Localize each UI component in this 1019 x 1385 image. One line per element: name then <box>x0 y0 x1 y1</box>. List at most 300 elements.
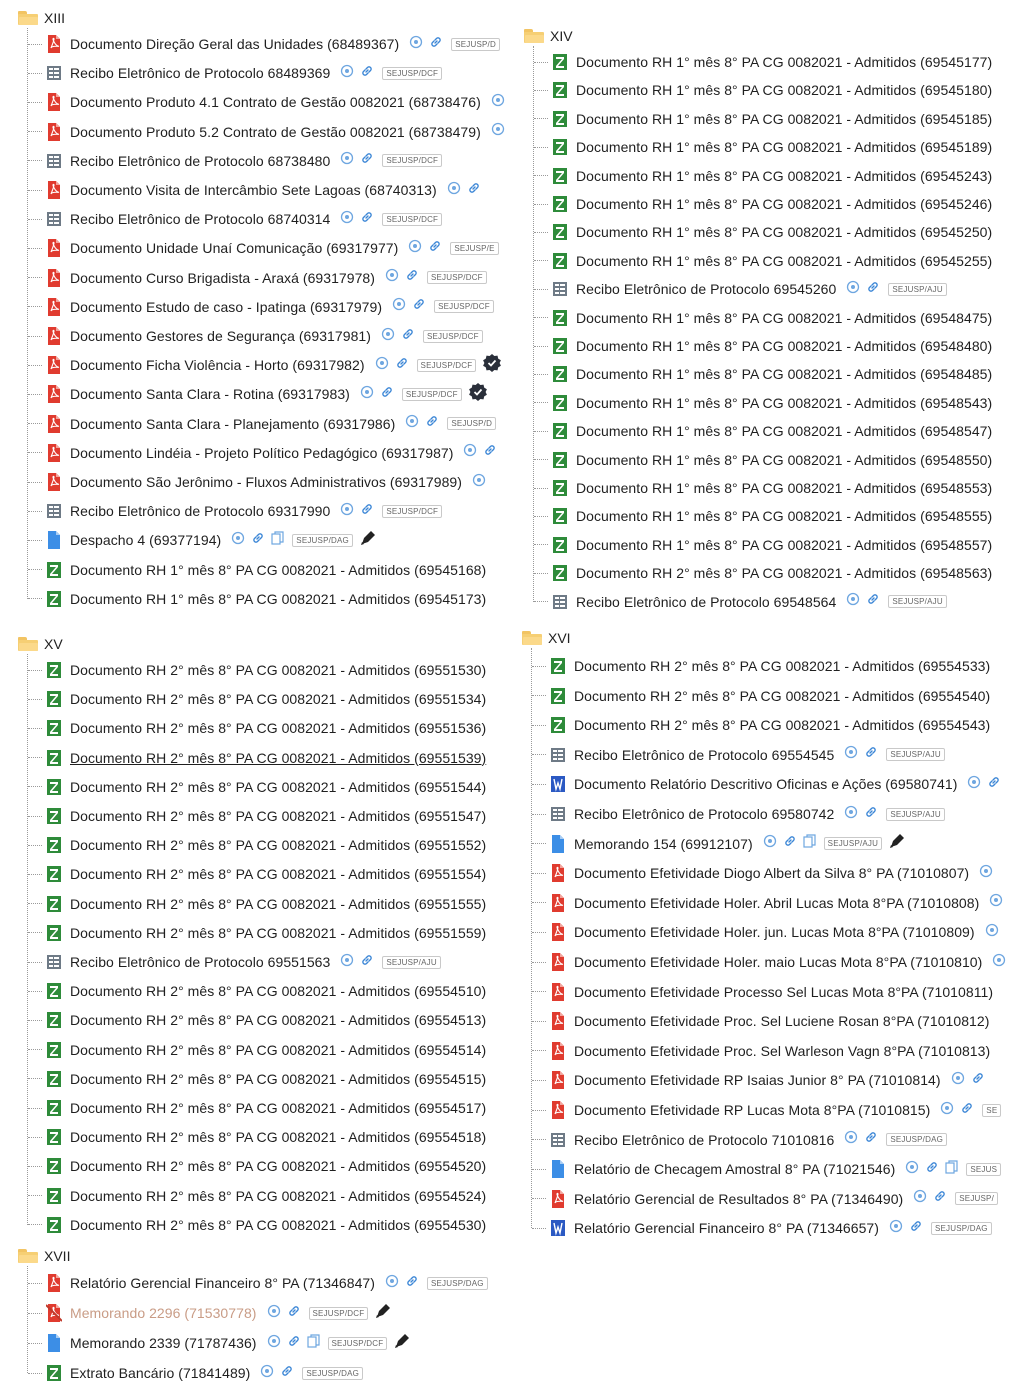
document-link[interactable]: Documento RH 1° mês 8° PA CG 0082021 - Admitidos (69545168) <box>70 561 487 578</box>
document-row[interactable] <box>532 654 990 678</box>
document-row[interactable] <box>534 107 992 131</box>
document-row[interactable] <box>28 833 486 857</box>
unit-badge[interactable]: SEJUSP/ <box>955 1192 998 1205</box>
unit-badge[interactable]: SEJUSP/D <box>447 417 496 430</box>
document-row[interactable] <box>532 1068 985 1092</box>
document-row[interactable] <box>532 920 999 944</box>
document-link[interactable]: Documento RH 2° mês 8° PA CG 0082021 - Admitidos (69551530) <box>70 662 487 678</box>
view-icon[interactable] <box>267 1334 281 1353</box>
link-icon[interactable] <box>467 181 481 200</box>
document-row[interactable] <box>28 412 496 436</box>
view-icon[interactable] <box>472 473 486 492</box>
document-row[interactable] <box>532 684 990 708</box>
document-link[interactable]: Documento RH 2° mês 8° PA CG 0082021 - Admitidos (69554514) <box>70 1041 487 1058</box>
unit-badge[interactable]: SEJUSP/DCF <box>328 1337 388 1350</box>
document-row[interactable] <box>534 590 947 614</box>
view-icon[interactable] <box>340 502 354 521</box>
document-link[interactable]: Documento RH 2° mês 8° PA CG 0082021 - Admitidos (69551536) <box>70 720 487 737</box>
unit-badge[interactable]: SEJUSP/E <box>450 242 498 255</box>
view-icon[interactable] <box>913 1189 927 1208</box>
unit-badge[interactable]: SEJUSP/DCF <box>382 505 442 518</box>
tree-branch <box>28 598 42 599</box>
document-link[interactable]: Documento RH 2° mês 8° PA CG 0082021 - Admitidos (69554524) <box>70 1187 487 1204</box>
tree-branch <box>534 516 548 517</box>
link-icon[interactable] <box>866 280 880 299</box>
document-link[interactable]: Documento RH 1° mês 8° PA CG 0082021 - Admitidos (69548475) <box>576 309 993 326</box>
link-icon[interactable] <box>412 297 426 316</box>
link-icon[interactable] <box>864 805 878 824</box>
unit-badge[interactable]: SEJUSP/DCF <box>402 388 462 401</box>
document-row[interactable] <box>532 1187 998 1211</box>
link-icon[interactable] <box>428 239 442 258</box>
document-link[interactable]: Recibo Eletrônico de Protocolo 69545260 <box>576 281 837 298</box>
view-icon[interactable] <box>989 893 1003 912</box>
document-link[interactable]: Documento RH 1° mês 8° PA CG 0082021 - Admitidos (69545246) <box>576 196 993 212</box>
document-row[interactable] <box>28 90 505 114</box>
link-icon[interactable] <box>909 1219 923 1238</box>
document-row[interactable] <box>28 236 499 260</box>
pdf-document-icon <box>550 864 566 882</box>
document-row[interactable] <box>28 1184 486 1208</box>
document-row[interactable] <box>28 775 486 799</box>
document-row[interactable] <box>28 441 497 465</box>
document-row[interactable] <box>532 980 993 1004</box>
document-row[interactable] <box>534 306 992 330</box>
tree-branch <box>28 728 42 729</box>
pdf-document-icon <box>46 93 62 111</box>
document-link[interactable]: Documento RH 2° mês 8° PA CG 0082021 - Admitidos (69551544) <box>70 778 487 795</box>
document-row[interactable] <box>28 353 502 377</box>
document-row[interactable] <box>534 78 992 102</box>
document-row[interactable] <box>534 504 992 528</box>
link-icon[interactable] <box>987 775 1001 794</box>
document-row[interactable] <box>534 533 992 557</box>
document-row[interactable] <box>532 950 1006 974</box>
document-link[interactable]: Documento RH 1° mês 8° PA CG 0082021 - Admitidos (69545255) <box>576 252 993 269</box>
view-icon[interactable] <box>846 280 860 299</box>
document-row[interactable] <box>28 687 486 711</box>
document-row[interactable] <box>532 1039 990 1063</box>
unit-badge[interactable]: SEJUSP/AJU <box>886 748 944 761</box>
view-icon[interactable] <box>267 1304 281 1323</box>
document-link[interactable]: Documento RH 2° mês 8° PA CG 0082021 - Admitidos (69554543) <box>574 717 991 734</box>
document-link[interactable]: Recibo Eletrônico de Protocolo 69548564 <box>576 593 837 610</box>
unit-badge[interactable]: SEJUSP/DAG <box>886 1133 947 1146</box>
unit-badge[interactable]: SEJUSP/DCF <box>382 213 442 226</box>
unit-badge[interactable]: SEJUSP/DAG <box>302 1367 363 1380</box>
document-link[interactable]: Documento RH 1° mês 8° PA CG 0082021 - Admitidos (69548555) <box>576 508 993 525</box>
unit-badge[interactable]: SEJUSP/D <box>451 38 500 51</box>
document-row[interactable] <box>28 61 442 85</box>
document-link[interactable]: Documento Produto 5.2 Contrato de Gestão 0082021 (68738479) <box>70 123 481 140</box>
document-link[interactable]: Documento São Jerônimo - Fluxos Administrativos (69317989) <box>70 474 462 490</box>
document-link[interactable]: Recibo Eletrônico de Protocolo 69554545 <box>574 746 835 763</box>
link-icon[interactable] <box>925 1160 939 1179</box>
document-row[interactable] <box>28 295 494 319</box>
certificate-icon[interactable] <box>482 353 502 378</box>
document-row[interactable] <box>532 1009 989 1033</box>
link-icon[interactable] <box>483 443 497 462</box>
document-link[interactable]: Documento RH 1° mês 8° PA CG 0082021 - Admitidos (69548485) <box>576 366 993 383</box>
document-link[interactable]: Documento RH 2° mês 8° PA CG 0082021 - Admitidos (69551534) <box>70 691 487 708</box>
document-link[interactable]: Documento RH 2° mês 8° PA CG 0082021 - Admitidos (69551539) <box>70 749 487 766</box>
document-row[interactable] <box>28 382 488 406</box>
tree-branch <box>28 336 42 337</box>
view-icon[interactable] <box>940 1101 954 1120</box>
unit-badge[interactable]: SEJUSP/AJU <box>886 808 944 821</box>
document-row[interactable] <box>28 32 500 56</box>
document-link[interactable]: Documento RH 1° mês 8° PA CG 0082021 - Admitidos (69545173) <box>70 590 487 607</box>
document-link[interactable]: Documento Efetividade Holer. maio Lucas Mota 8°PA (71010810) <box>574 954 983 970</box>
link-icon[interactable] <box>360 210 374 229</box>
view-icon[interactable] <box>392 297 406 316</box>
document-row[interactable] <box>534 220 992 244</box>
document-link[interactable]: Documento Ficha Violência - Horto (69317982) <box>70 357 365 374</box>
document-row[interactable] <box>532 1157 1001 1181</box>
document-link[interactable]: Documento RH 1° mês 8° PA CG 0082021 - Admitidos (69548550) <box>576 451 993 468</box>
tree-branch <box>28 1108 42 1109</box>
pdf-document-icon <box>550 894 566 912</box>
view-icon[interactable] <box>967 775 981 794</box>
document-link[interactable]: Relatório Gerencial Financeiro 8° PA (71346847) <box>70 1275 375 1291</box>
view-icon[interactable] <box>889 1219 903 1238</box>
document-row[interactable] <box>534 135 992 159</box>
document-link[interactable]: Recibo Eletrônico de Protocolo 69317990 <box>70 503 331 520</box>
document-row[interactable] <box>28 499 442 523</box>
link-icon[interactable] <box>395 356 409 375</box>
tree-branch <box>532 873 546 874</box>
document-link[interactable]: Documento Curso Brigadista - Araxá (69317978) <box>70 269 375 286</box>
view-icon[interactable] <box>408 239 422 258</box>
document-link[interactable]: Documento RH 2° mês 8° PA CG 0082021 - Admitidos (69554520) <box>70 1158 487 1175</box>
view-icon[interactable] <box>385 268 399 287</box>
copy-icon[interactable] <box>307 1334 320 1353</box>
document-link[interactable]: Relatório Gerencial Financeiro 8° PA (71346657) <box>574 1220 879 1237</box>
tree-branch <box>28 1166 42 1167</box>
view-icon[interactable] <box>763 834 777 853</box>
document-link[interactable]: Documento RH 2° mês 8° PA CG 0082021 - Admitidos (69554515) <box>70 1070 487 1087</box>
document-link[interactable]: Documento RH 2° mês 8° PA CG 0082021 - Admitidos (69554517) <box>70 1100 487 1116</box>
document-row[interactable] <box>28 950 441 974</box>
pdf-document-icon <box>46 298 62 316</box>
view-icon[interactable] <box>340 210 354 229</box>
document-link[interactable]: Documento Efetividade Processo Sel Lucas Mota 8°PA (71010811) <box>574 983 994 1000</box>
document-row[interactable] <box>534 164 992 188</box>
document-row[interactable] <box>28 1125 486 1149</box>
document-row[interactable] <box>28 1213 486 1237</box>
link-icon[interactable] <box>380 385 394 404</box>
document-link[interactable]: Documento Efetividade Diogo Albert da Silva 8° PA (71010807) <box>574 865 970 882</box>
document-row[interactable] <box>534 50 992 74</box>
view-icon[interactable] <box>360 385 374 404</box>
document-link[interactable]: Recibo Eletrônico de Protocolo 69580742 <box>574 806 835 822</box>
document-link[interactable]: Documento Relatório Descritivo Oficinas e Ações (69580741) <box>574 776 958 793</box>
document-link[interactable]: Documento RH 1° mês 8° PA CG 0082021 - Admitidos (69545180) <box>576 82 993 99</box>
document-link[interactable]: Memorando 2339 (71787436) <box>70 1335 257 1351</box>
certificate-icon[interactable] <box>468 382 488 407</box>
document-row[interactable] <box>28 324 483 348</box>
unit-badge[interactable]: SEJUSP/DCF <box>434 300 494 313</box>
link-icon[interactable] <box>360 64 374 83</box>
copy-icon[interactable] <box>803 834 816 853</box>
document-link[interactable]: Documento RH 1° mês 8° PA CG 0082021 - Admitidos (69545177) <box>576 54 993 70</box>
view-icon[interactable] <box>340 64 354 83</box>
document-link[interactable]: Documento Efetividade Proc. Sel Warleson Vagn 8°PA (71010813) <box>574 1042 991 1059</box>
unit-badge[interactable]: SEJUS <box>966 1163 1001 1176</box>
document-link[interactable]: Documento Santa Clara - Planejamento (69317986) <box>70 415 396 432</box>
electronic-receipt-icon <box>552 593 568 611</box>
document-row[interactable] <box>28 1301 392 1325</box>
document-row[interactable] <box>28 862 486 886</box>
document-row[interactable] <box>532 861 993 885</box>
tree-branch <box>28 190 42 191</box>
document-link[interactable]: Documento RH 2° mês 8° PA CG 0082021 - Admitidos (69551555) <box>70 895 487 912</box>
document-row[interactable] <box>28 921 486 945</box>
document-link[interactable]: Documento Unidade Unaí Comunicação (69317977) <box>70 240 399 257</box>
link-icon[interactable] <box>287 1304 301 1323</box>
document-row[interactable] <box>28 207 442 231</box>
document-link[interactable]: Documento RH 2° mês 8° PA CG 0082021 - Admitidos (69554510) <box>70 983 487 1000</box>
unit-badge[interactable]: SEJUSP/DCF <box>417 359 477 372</box>
document-link[interactable]: Documento Efetividade Holer. jun. Lucas Mota 8°PA (71010809) <box>574 924 975 941</box>
document-row[interactable] <box>28 1067 486 1091</box>
link-icon[interactable] <box>405 1274 419 1293</box>
document-link[interactable]: Documento Estudo de caso - Ipatinga (69317979) <box>70 298 383 315</box>
document-link[interactable]: Documento Produto 4.1 Contrato de Gestão 0082021 (68738476) <box>70 94 481 111</box>
document-row[interactable] <box>28 587 486 611</box>
document-link[interactable]: Documento RH 1° mês 8° PA CG 0082021 - Admitidos (69548553) <box>576 480 993 496</box>
document-row[interactable] <box>28 266 487 290</box>
link-icon[interactable] <box>971 1071 985 1090</box>
document-link[interactable]: Relatório Gerencial de Resultados 8° PA (71346490) <box>574 1190 904 1207</box>
folder-icon <box>522 631 542 645</box>
view-icon[interactable] <box>375 356 389 375</box>
document-row[interactable] <box>28 120 505 144</box>
link-icon[interactable] <box>360 151 374 170</box>
document-row[interactable] <box>28 558 486 582</box>
document-link[interactable]: Memorando 2296 (71530778) <box>70 1305 257 1321</box>
document-link[interactable]: Documento RH 1° mês 8° PA CG 0082021 - Admitidos (69548547) <box>576 423 993 440</box>
document-row[interactable] <box>532 891 1003 915</box>
document-row[interactable] <box>532 713 990 737</box>
view-icon[interactable] <box>491 93 505 112</box>
document-link[interactable]: Documento RH 1° mês 8° PA CG 0082021 - Admitidos (69545250) <box>576 224 993 241</box>
document-row[interactable] <box>28 1038 486 1062</box>
document-link[interactable]: Documento Santa Clara - Rotina (69317983) <box>70 386 350 403</box>
link-icon[interactable] <box>405 268 419 287</box>
document-row[interactable] <box>532 832 906 856</box>
view-icon[interactable] <box>992 953 1006 972</box>
view-icon[interactable] <box>491 122 505 141</box>
document-link[interactable]: Documento RH 2° mês 8° PA CG 0082021 - Admitidos (69554513) <box>70 1012 487 1029</box>
document-row[interactable] <box>534 391 992 415</box>
document-link[interactable]: Documento RH 1° mês 8° PA CG 0082021 - Admitidos (69548543) <box>576 394 993 411</box>
unit-badge[interactable]: SEJUSP/AJU <box>382 956 440 969</box>
document-row[interactable] <box>28 892 486 916</box>
view-icon[interactable] <box>409 35 423 54</box>
unit-badge[interactable]: SEJUSP/AJU <box>888 595 946 608</box>
link-icon[interactable] <box>360 502 374 521</box>
tree-branch <box>28 1137 42 1138</box>
view-icon[interactable] <box>260 1364 274 1383</box>
unit-badge[interactable]: SEJUSP/DCF <box>423 330 483 343</box>
document-link[interactable]: Despacho 4 (69377194) <box>70 532 222 549</box>
document-row[interactable] <box>534 334 992 358</box>
document-row[interactable] <box>532 743 945 767</box>
document-row[interactable] <box>532 772 1001 796</box>
unit-badge[interactable]: SEJUSP/DAG <box>931 1222 992 1235</box>
link-icon[interactable] <box>429 35 443 54</box>
document-link[interactable]: Recibo Eletrônico de Protocolo 68489369 <box>70 65 331 82</box>
document-row[interactable] <box>534 448 992 472</box>
tree-branch <box>28 1049 42 1050</box>
document-row[interactable] <box>28 658 486 682</box>
link-icon[interactable] <box>933 1189 947 1208</box>
copy-icon[interactable] <box>271 531 284 550</box>
link-icon[interactable] <box>783 834 797 853</box>
document-row[interactable] <box>28 979 486 1003</box>
document-row[interactable] <box>28 716 486 740</box>
signature-pen-icon[interactable] <box>359 529 377 552</box>
document-link[interactable]: Documento RH 1° mês 8° PA CG 0082021 - Admitidos (69545243) <box>576 167 993 184</box>
tree-branch <box>534 118 548 119</box>
link-icon[interactable] <box>425 414 439 433</box>
signature-pen-icon[interactable] <box>393 1332 411 1355</box>
document-row[interactable] <box>28 528 377 552</box>
document-link[interactable]: Relatório de Checagem Amostral 8° PA (71021546) <box>574 1161 896 1178</box>
view-icon[interactable] <box>951 1071 965 1090</box>
view-icon[interactable] <box>385 1274 399 1293</box>
document-row[interactable] <box>28 1154 486 1178</box>
document-row[interactable] <box>28 149 442 173</box>
view-icon[interactable] <box>447 181 461 200</box>
view-icon[interactable] <box>985 923 999 942</box>
link-icon[interactable] <box>866 592 880 611</box>
document-row[interactable] <box>28 1331 411 1355</box>
document-row[interactable] <box>532 802 945 826</box>
document-link[interactable]: Recibo Eletrônico de Protocolo 68738480 <box>70 152 331 169</box>
view-icon[interactable] <box>340 953 354 972</box>
document-row[interactable] <box>532 1098 1001 1122</box>
document-row[interactable] <box>28 746 486 770</box>
document-link[interactable]: Documento Efetividade Holer. Abril Lucas Mota 8°PA (71010808) <box>574 894 980 911</box>
document-link[interactable]: Documento Lindéia - Projeto Político Pedagógico (69317987) <box>70 444 454 461</box>
document-row[interactable] <box>534 476 992 500</box>
document-row[interactable] <box>532 1216 992 1240</box>
view-icon[interactable] <box>844 805 858 824</box>
document-link[interactable]: Documento RH 2° mês 8° PA CG 0082021 - Admitidos (69554518) <box>70 1129 487 1146</box>
tree-branch <box>532 1110 546 1111</box>
view-icon[interactable] <box>231 531 245 550</box>
link-icon[interactable] <box>864 745 878 764</box>
link-icon[interactable] <box>401 327 415 346</box>
view-icon[interactable] <box>844 745 858 764</box>
document-row[interactable] <box>28 1361 363 1385</box>
tree-branch <box>532 1080 546 1081</box>
link-icon[interactable] <box>287 1334 301 1353</box>
document-link[interactable]: Documento Efetividade Proc. Sel Luciene Rosan 8°PA (71010812) <box>574 1013 990 1030</box>
view-icon[interactable] <box>844 1130 858 1149</box>
document-link[interactable]: Documento Visita de Intercâmbio Sete Lagoas (68740313) <box>70 182 437 198</box>
view-icon[interactable] <box>979 864 993 883</box>
view-icon[interactable] <box>405 414 419 433</box>
copy-icon[interactable] <box>945 1160 958 1179</box>
view-icon[interactable] <box>463 443 477 462</box>
view-icon[interactable] <box>340 151 354 170</box>
unit-badge[interactable]: SEJUSP/DCF <box>382 154 442 167</box>
document-link[interactable]: Documento RH 1° mês 8° PA CG 0082021 - Admitidos (69548480) <box>576 338 993 354</box>
link-icon[interactable] <box>360 953 374 972</box>
signature-pen-icon[interactable] <box>888 832 906 855</box>
document-row[interactable] <box>28 804 486 828</box>
link-icon[interactable] <box>864 1130 878 1149</box>
pdf-document-icon <box>550 1101 566 1119</box>
signature-pen-icon[interactable] <box>374 1302 392 1325</box>
document-link[interactable]: Documento Efetividade RP Isaias Junior 8° PA (71010814) <box>574 1072 941 1089</box>
unit-badge[interactable]: SEJUSP/DCF <box>309 1307 369 1320</box>
document-row[interactable] <box>534 277 947 301</box>
unit-badge[interactable]: SEJUSP/DCF <box>382 67 442 80</box>
document-link[interactable]: Documento Efetividade RP Lucas Mota 8°PA (71010815) <box>574 1102 931 1118</box>
unit-badge[interactable]: SE <box>982 1104 1001 1117</box>
view-icon[interactable] <box>905 1160 919 1179</box>
link-icon[interactable] <box>251 531 265 550</box>
document-link[interactable]: Documento RH 1° mês 8° PA CG 0082021 - Admitidos (69545189) <box>576 139 993 156</box>
internal-document-icon <box>550 1160 566 1178</box>
document-link[interactable]: Documento RH 2° mês 8° PA CG 0082021 - Admitidos (69551559) <box>70 924 487 941</box>
document-row[interactable] <box>534 192 992 216</box>
document-row[interactable] <box>28 1008 486 1032</box>
document-link[interactable]: Documento RH 2° mês 8° PA CG 0082021 - Admitidos (69554530) <box>70 1216 487 1233</box>
document-link[interactable]: Documento Direção Geral das Unidades (68489367) <box>70 36 400 52</box>
document-link[interactable]: Documento RH 2° mês 8° PA CG 0082021 - Admitidos (69554540) <box>574 687 991 704</box>
document-row[interactable] <box>28 470 486 494</box>
document-link[interactable]: Recibo Eletrônico de Protocolo 68740314 <box>70 211 331 228</box>
document-link[interactable]: Memorando 154 (69912107) <box>574 835 753 852</box>
link-icon[interactable] <box>280 1364 294 1383</box>
document-row[interactable] <box>534 561 992 585</box>
document-link[interactable]: Documento RH 2° mês 8° PA CG 0082021 - Admitidos (69548563) <box>576 565 993 582</box>
document-link[interactable]: Documento Gestores de Segurança (69317981) <box>70 328 371 344</box>
document-link[interactable]: Documento RH 2° mês 8° PA CG 0082021 - Admitidos (69551552) <box>70 837 487 854</box>
document-row[interactable] <box>28 178 481 202</box>
document-row[interactable] <box>28 1271 488 1295</box>
unit-badge[interactable]: SEJUSP/DCF <box>427 271 487 284</box>
unit-badge[interactable]: SEJUSP/AJU <box>888 283 946 296</box>
document-row[interactable] <box>534 249 992 273</box>
link-icon[interactable] <box>960 1101 974 1120</box>
unit-badge[interactable]: SEJUSP/DAG <box>292 534 353 547</box>
document-link[interactable]: Documento RH 2° mês 8° PA CG 0082021 - Admitidos (69554533) <box>574 658 991 674</box>
document-link[interactable]: Recibo Eletrônico de Protocolo 69551563 <box>70 954 331 970</box>
unit-badge[interactable]: SEJUSP/AJU <box>824 837 882 850</box>
document-row[interactable] <box>28 1096 486 1120</box>
document-link[interactable]: Documento RH 2° mês 8° PA CG 0082021 - Admitidos (69551547) <box>70 808 487 824</box>
document-link[interactable]: Documento RH 1° mês 8° PA CG 0082021 - Admitidos (69548557) <box>576 536 993 553</box>
view-icon[interactable] <box>846 592 860 611</box>
document-row[interactable] <box>534 362 992 386</box>
document-link[interactable]: Recibo Eletrônico de Protocolo 71010816 <box>574 1131 835 1148</box>
spreadsheet-document-icon <box>552 394 568 412</box>
unit-badge[interactable]: SEJUSP/DAG <box>427 1277 488 1290</box>
document-link[interactable]: Documento RH 1° mês 8° PA CG 0082021 - Admitidos (69545185) <box>576 110 993 127</box>
document-row[interactable] <box>534 419 992 443</box>
document-link[interactable]: Extrato Bancário (71841489) <box>70 1365 251 1381</box>
document-row[interactable] <box>532 1128 947 1152</box>
tree-branch <box>532 725 546 726</box>
view-icon[interactable] <box>381 327 395 346</box>
document-link[interactable]: Documento RH 2° mês 8° PA CG 0082021 - Admitidos (69551554) <box>70 866 487 883</box>
